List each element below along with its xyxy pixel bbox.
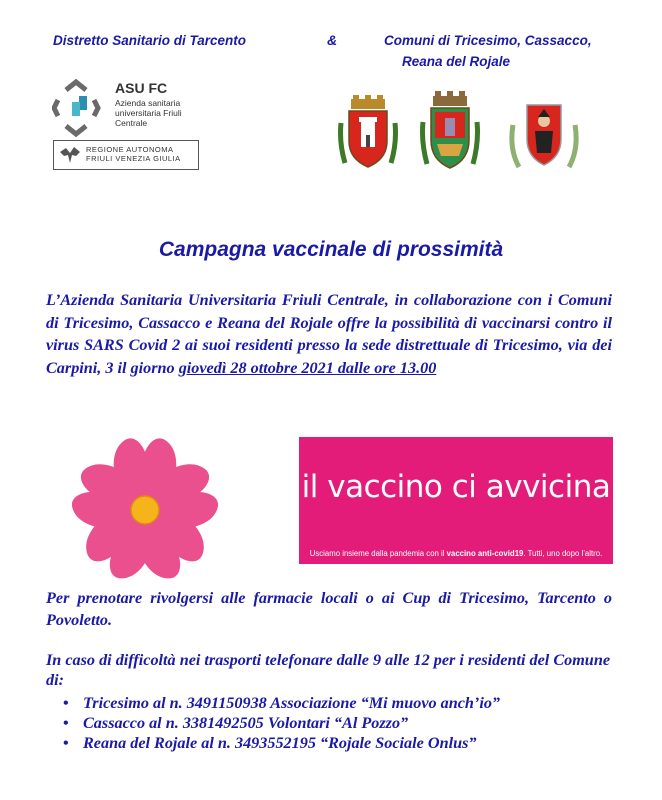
list-item: [63, 713, 500, 733]
contact-text: Reana del Rojale al n. 3493552195 “Rojale Sociale Onlus”: [83, 734, 477, 752]
region-name: REGIONE AUTONOMA FRIULI VENEZIA GIULIA: [86, 145, 181, 163]
flower-icon: [65, 432, 225, 582]
tricesimo-coat-of-arms-icon: [337, 93, 399, 177]
intro-paragraph: [46, 289, 612, 379]
bullet-icon: •: [63, 714, 69, 732]
eagle-icon: [58, 144, 82, 166]
asu-subtitle: Azienda sanitaria universitaria Friuli Centrale: [115, 98, 182, 128]
list-item: [63, 733, 500, 753]
header-left-text: Distretto Sanitario di Tarcento: [53, 33, 247, 48]
banner-sub-bold: vaccino anti-covid19: [446, 549, 524, 558]
banner-sub-after: . Tutti, uno dopo l’altro.: [523, 549, 603, 558]
reana-del-rojale-coat-of-arms-icon: [505, 95, 583, 181]
intro-text: L’Azienda Sanitaria Universitaria Friuli Centrale, in collaborazione con i Comuni di Tricesimo, Cassacco e Reana del Rojale offre la possibilità di vaccinarsi contro il virus SARS Covid 2 ai suoi residenti presso la sede distrettuale di Tricesimo, via dei Carpini, 3 il giorno: [46, 291, 612, 377]
intro-date: giovedì 28 ottobre 2021 dalle ore 13.00: [178, 358, 437, 377]
contact-text: Tricesimo al n. 3491150938 Associazione “Mi muovo anch’io”: [83, 694, 501, 712]
header-right-line1: Comuni di Tricesimo, Cassacco,: [384, 33, 592, 48]
cassacco-coat-of-arms-icon: [419, 90, 481, 178]
booking-paragraph: Per prenotare rivolgersi alle farmacie locali o ai Cup di Tricesimo, Tarcento o Povoletto.: [46, 589, 612, 629]
list-item: [63, 693, 500, 713]
banner-slogan: il vaccino ci avvicina: [301, 469, 611, 505]
contact-text: Cassacco al n. 3381492505 Volontari “Al Pozzo”: [83, 714, 409, 732]
transport-paragraph: In caso di difficoltà nei trasporti telefonare dalle 9 alle 12 per i residenti del Comune di:: [46, 651, 611, 689]
banner-sub-before: Usciamo insieme dalla pandemia con il: [309, 549, 447, 558]
campaign-banner: [299, 437, 613, 564]
bullet-icon: •: [63, 694, 69, 712]
header-right-line2: Reana del Rojale: [402, 54, 511, 69]
contact-list: [63, 693, 500, 753]
asu-name: ASU FC: [115, 80, 168, 96]
banner-subtitle: [299, 549, 613, 558]
bullet-icon: •: [63, 734, 69, 752]
page-title: Campagna vaccinale di prossimità: [158, 238, 504, 261]
header-ampersand: &: [327, 32, 338, 48]
